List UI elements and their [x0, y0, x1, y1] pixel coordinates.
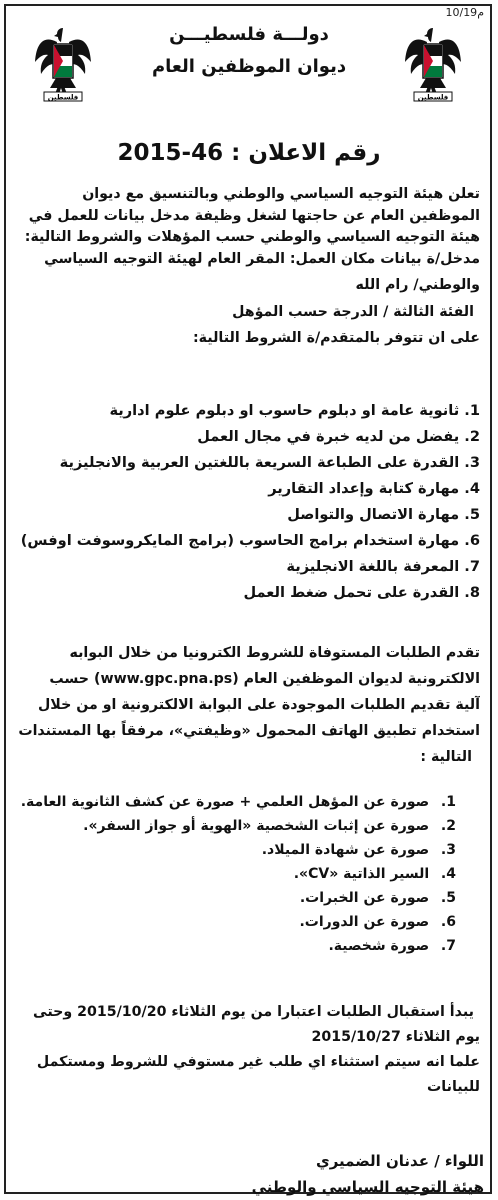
- header-state-title: دولـــة فلسطيـــن: [169, 24, 329, 45]
- document-number: 4.: [440, 866, 456, 882]
- palestine-eagle-emblem-left: [32, 22, 94, 104]
- document-text: صورة شخصية.: [328, 938, 430, 954]
- announcement-number-value: 2015-46: [117, 140, 224, 166]
- job-category: الفئة الثالثة / الدرجة حسب المؤهل: [232, 303, 474, 320]
- closing-line: للبيانات: [427, 1079, 480, 1095]
- document-number: 3.: [440, 842, 456, 858]
- header-bureau-title: ديوان الموظفين العام: [151, 56, 347, 77]
- submission-text: حسب: [49, 671, 90, 687]
- document-text: صورة عن الدورات.: [299, 914, 430, 930]
- document-number: 1.: [440, 794, 456, 810]
- condition-item: 5. مهارة الاتصال والتواصل: [287, 506, 480, 523]
- submission-line: استخدام تطبيق الهاتف المحمول «وظيفتي»، مرفقاً بها المستندات: [18, 723, 480, 739]
- document-text: السير الذاتية «CV».: [293, 866, 430, 882]
- document-item: [16, 838, 480, 862]
- condition-item: 3. القدرة على الطباعة السريعة باللغتين العربية والانجليزية: [59, 454, 480, 471]
- document-text: صورة عن المؤهل العلمي + صورة عن كشف الثانوية العامة.: [20, 794, 430, 810]
- document-item: [16, 814, 480, 838]
- date-stamp: 10/19م: [445, 6, 484, 19]
- submission-paragraph: [16, 640, 480, 770]
- document-item: [16, 790, 480, 814]
- announcement-label: رقم الاعلان :: [231, 140, 381, 166]
- document-item: [16, 934, 480, 958]
- document-number: 5.: [440, 890, 456, 906]
- condition-item: 4. مهارة كتابة وإعداد التقارير: [268, 480, 480, 497]
- intro-paragraph: [16, 184, 480, 350]
- condition-item: 7. المعرفة باللغة الانجليزية: [286, 558, 480, 575]
- condition-item: 1. ثانوية عامة او دبلوم حاسوب او دبلوم علوم ادارية: [109, 402, 480, 419]
- intro-line: هيئة التوجيه السياسي والوطني حسب المؤهلات والشروط التالية:: [24, 229, 480, 245]
- signatory-organization: هيئة التوجيه السياسي والوطني: [251, 1178, 484, 1196]
- documents-list: [16, 790, 480, 958]
- signatory-name: اللواء / عدنان الضميري: [315, 1152, 484, 1170]
- document-item: [16, 862, 480, 886]
- submission-line: التالية :: [420, 749, 472, 765]
- document-number: 2.: [440, 818, 456, 834]
- closing-paragraph: [16, 1000, 480, 1100]
- submission-line: تقدم الطلبات المستوفاة للشروط الكترونيا من خلال البوابه: [69, 645, 480, 661]
- condition-item: 6. مهارة استخدام برامج الحاسوب (برامج المايكروسوفت اوفس): [20, 532, 480, 549]
- document-text: صورة عن شهادة الميلاد.: [261, 842, 430, 858]
- palestine-eagle-emblem-right: [402, 22, 464, 104]
- closing-line: يبدأ استقبال الطلبات اعتبارا من يوم الثلاثاء 2015/10/20 وحتى: [33, 1004, 474, 1020]
- emblem-caption-right: فلسطين: [417, 93, 449, 102]
- condition-item: 2. يفضل من لديه خبرة في مجال العمل: [197, 428, 480, 445]
- intro-line: مدخل/ة بيانات مكان العمل: المقر العام لهيئة التوجيه السياسي: [44, 250, 480, 267]
- submission-line: [16, 666, 480, 692]
- intro-line: تعلن هيئة التوجيه السياسي والوطني وبالتنسيق مع ديوان: [82, 186, 480, 202]
- submission-text: الالكترونية لديوان الموظفين العام: [243, 671, 480, 687]
- document-text: صورة عن الخبرات.: [299, 890, 430, 906]
- document-item: [16, 910, 480, 934]
- intro-line: الموظفين العام عن حاجتها لشغل وظيفة مدخل بيانات للعمل في: [28, 207, 480, 224]
- closing-line: علما انه سيتم استثناء اي طلب غير مستوفي للشروط ومستكمل: [36, 1054, 480, 1070]
- announcement-number: [40, 140, 458, 166]
- conditions-list: [16, 398, 480, 606]
- document-text: صورة عن إثبات الشخصية «الهوية أو جواز السفر».: [83, 818, 430, 834]
- document-number: 6.: [440, 914, 456, 930]
- document-number: 7.: [440, 938, 456, 954]
- submission-line: آلية تقديم الطلبات الموجودة على البوابة الالكترونية او من خلال: [38, 697, 480, 713]
- condition-item: 8. القدرة على تحمل ضغط العمل: [243, 584, 480, 601]
- document-item: [16, 886, 480, 910]
- conditions-heading: على ان تتوفر بالمتقدم/ة الشروط التالية:: [193, 330, 480, 346]
- emblem-caption-left: فلسطين: [47, 93, 79, 102]
- closing-line: يوم الثلاثاء 2015/10/27: [311, 1029, 480, 1045]
- portal-url: (www.gpc.pna.ps): [93, 671, 239, 687]
- intro-line: والوطني/ رام الله: [355, 277, 480, 293]
